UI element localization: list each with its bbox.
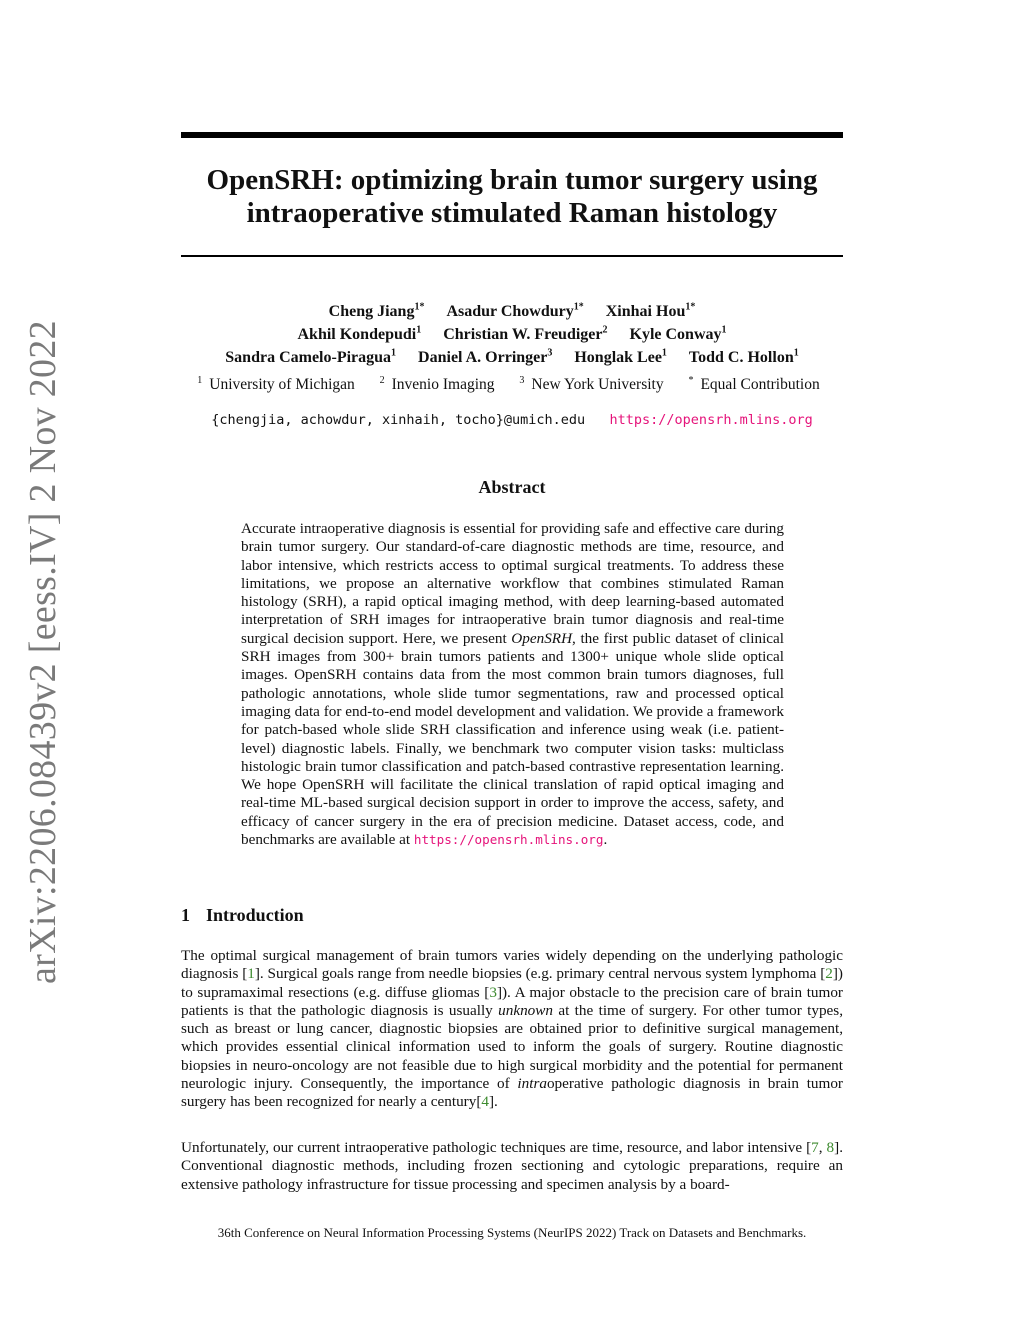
author-list — [181, 300, 843, 369]
website-link[interactable]: https://opensrh.mlins.org — [609, 412, 813, 428]
author: Xinhai Hou$^{1*}$ — [605, 301, 696, 320]
abstract-body: Accurate intraoperative diagnosis is essential for providing safe and effective care during brain tumor surgery. Our standard-of-care diagnostic methods are time, resource, and labor intensive, which restricts access to optimal surgical treatments. To address these limitations, we propose an alternative workflow that combines stimulated Raman histology (SRH), a rapid optical imaging method, with deep learning-based automated interpretation of SRH images for intraoperative brain tumor diagnosis and real-time surgical decision support. Here, we present OpenSRH, the first public dataset of clinical SRH images from 300+ brain tumors patients and 1300+ unique whole slide optical images. OpenSRH contains data from the most common brain tumors diagnoses, full pathologic annotations, whole slide tumor segmentations, raw and processed optical imaging data for end-to-end model development and validation. We provide a framework for patch-based whole slide SRH classification and inference using weak (i.e. patient-level) diagnostic labels. Finally, we benchmark two computer vision tasks: multiclass histologic brain tumor classification and patch-based contrastive representation learning. We hope OpenSRH will facilitate the clinical translation of rapid optical imaging and real-time ML-based surgical decision support in order to improve the access, safety, and efficacy of cancer surgery in the era of precision medicine. Dataset access, code, and benchmarks are available at https://opensrh.mlins.org. — [241, 520, 784, 849]
contact-line — [181, 412, 843, 428]
title-top-rule — [181, 132, 843, 138]
citation-link[interactable]: 7 — [811, 1139, 819, 1156]
citation-link[interactable]: 4 — [481, 1093, 489, 1111]
author-row-1 — [181, 300, 843, 323]
author: Sandra Camelo-Piragua$^1$ — [225, 347, 397, 366]
citation-link[interactable]: 8 — [826, 1139, 835, 1156]
arxiv-identifier: arXiv:2206.08439v2 [eess.IV] 2 Nov 2022 — [22, 320, 64, 984]
author: Daniel A. Orringer$^3$ — [418, 347, 553, 366]
affiliation: $^2$ Invenio Imaging — [379, 374, 495, 393]
section-heading-introduction: 1 Introduction — [181, 905, 304, 925]
abstract-link[interactable]: https://opensrh.mlins.org — [413, 832, 604, 848]
title-bottom-rule — [181, 255, 843, 257]
author: Todd C. Hollon$^1$ — [688, 347, 799, 366]
affiliation: $^3$ New York University — [519, 374, 664, 393]
citation-link[interactable]: 3 — [489, 983, 497, 1001]
affiliation: * Equal Contribution — [688, 374, 820, 393]
dataset-name: OpenSRH — [511, 629, 573, 647]
intro-paragraph-2: Unfortunately, our current intraoperative pathologic techniques are time, resource, and labor intensive [7, 8]. Conventional diagnostic methods, including frozen sectioning and cytologic preparations, require an extensive pathology infrastructure for tissue processing and specimen analysis by a board- — [181, 1139, 843, 1193]
conference-footnote: 36th Conference on Neural Information Processing Systems (NeurIPS 2022) Track on Datasets and Benchmarks. — [217, 1225, 807, 1240]
author-emails: {chengjia, achowdur, xinhaih, tocho}@umich.edu — [211, 412, 586, 428]
author: Akhil Kondepudi$^1$ — [297, 324, 422, 343]
author-row-3 — [181, 346, 843, 369]
abstract-heading: Abstract — [478, 477, 546, 497]
affiliations — [181, 376, 843, 394]
author: Cheng Jiang$^{1*}$ — [328, 301, 425, 320]
citation-link[interactable]: 2 — [825, 965, 833, 983]
citation-link[interactable]: 1 — [247, 965, 255, 983]
author: Asadur Chowdury$^{1*}$ — [446, 301, 584, 320]
author: Kyle Conway$^1$ — [629, 324, 727, 343]
author: Christian W. Freudiger$^2$ — [443, 324, 608, 343]
paper-title: OpenSRH: optimizing brain tumor surgery using intraoperative stimulated Raman histology — [206, 164, 818, 229]
author: Honglak Lee$^1$ — [574, 347, 667, 366]
author-row-2 — [181, 323, 843, 346]
affiliation: $^1$ University of Michigan — [197, 374, 355, 393]
intro-paragraph-1: The optimal surgical management of brain tumors varies widely depending on the underlying pathologic diagnosis [1]. Surgical goals range from needle biopsies (e.g. primary central nervous system lymphoma [2]) to supramaximal resections (e.g. diffuse gliomas [3]). A major obstacle to the precision care of brain tumor patients is that the pathologic diagnosis is usually unknown at the time of surgery. For other tumor types, such as breast or lung cancer, diagnostic biopsies are obtained prior to definitive surgical management, which provides essential clinical information used to inform the goals of surgery. Routine diagnostic biopsies in neuro-oncology are not feasible due to high surgical morbidity and the potential for permanent neurologic injury. Consequently, the importance of intraoperative pathologic diagnosis in brain tumor surgery has been recognized for nearly a century[4]. — [181, 947, 843, 1111]
